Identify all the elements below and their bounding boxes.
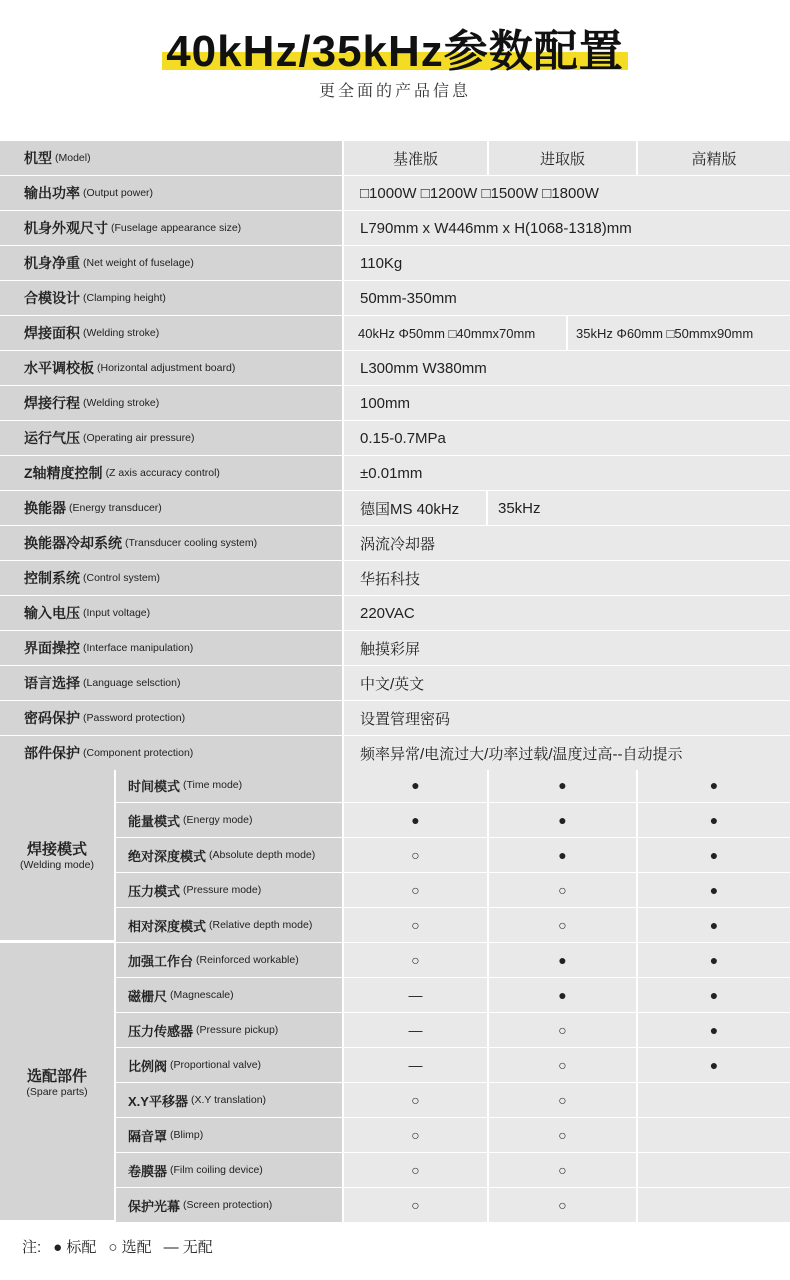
spare-part-row: 压力传感器 (Pressure pickup) — ○ ●: [0, 1013, 790, 1047]
legend-prefix: 注:: [22, 1239, 42, 1256]
page-header: [0, 0, 790, 138]
spare-part-row: 磁栅尺 (Magnescale) — ● ●: [0, 978, 790, 1012]
spec-row: Z轴精度控制 (Z axis accuracy control) ±0.01mm: [0, 456, 790, 490]
spec-row: 语言选择 (Language selsction) 中文/英文: [0, 666, 790, 700]
spec-row: 焊接面积 (Welding stroke) 40kHz Φ50mm □40mmx70mm 35kHz Φ60mm □50mmx90mm: [0, 316, 790, 350]
spare-part-row: 加强工作台 (Reinforced workable) ○ ● ●: [0, 943, 790, 977]
spec-row: 换能器冷却系统 (Transducer cooling system) 涡流冷却器: [0, 526, 790, 560]
version-precision: 高精版: [638, 141, 790, 175]
legend: [22, 1236, 219, 1257]
welding-mode-row: 绝对深度模式 (Absolute depth mode) ○ ● ●: [0, 838, 790, 872]
welding-mode-row: 时间模式 (Time mode) ● ● ●: [0, 768, 790, 802]
spec-row: 控制系统 (Control system) 华拓科技: [0, 561, 790, 595]
welding-mode-row: 能量模式 (Energy mode) ● ● ●: [0, 803, 790, 837]
page-title: 40kHz/35kHz参数配置: [162, 26, 628, 78]
spec-row: 运行气压 (Operating air pressure) 0.15-0.7MPa: [0, 421, 790, 455]
legend-standard: ● 标配: [53, 1239, 97, 1256]
page-subtitle: 更全面的产品信息: [318, 83, 471, 100]
spec-row: 输出功率 (Output power) □1000W □1200W □1500W □1800W: [0, 176, 790, 210]
welding-mode-row: 相对深度模式 (Relative depth mode) ○ ○ ●: [0, 908, 790, 942]
legend-none: — 无配: [163, 1239, 213, 1256]
spec-row: 换能器 (Energy transducer) 德国MS 40kHz 35kHz: [0, 491, 790, 525]
model-label: 机型 (Model): [0, 141, 342, 175]
spare-parts-group: 选配部件 (Spare parts): [0, 943, 114, 1220]
spec-row: 合模设计 (Clamping height) 50mm-350mm: [0, 281, 790, 315]
welding-mode-row: 压力模式 (Pressure mode) ○ ○ ●: [0, 873, 790, 907]
spare-part-row: 卷膜器 (Film coiling device) ○ ○: [0, 1153, 790, 1187]
spare-part-row: 隔音罩 (Blimp) ○ ○: [0, 1118, 790, 1152]
spec-row: 密码保护 (Password protection) 设置管理密码: [0, 701, 790, 735]
spec-row: 界面操控 (Interface manipulation) 触摸彩屏: [0, 631, 790, 665]
welding-mode-group: 焊接模式 (Welding mode): [0, 768, 114, 940]
model-row: [0, 141, 790, 175]
spec-row: 输入电压 (Input voltage) 220VAC: [0, 596, 790, 630]
version-advanced: 进取版: [489, 141, 636, 175]
spare-part-row: 保护光幕 (Screen protection) ○ ○: [0, 1188, 790, 1222]
spec-row: 焊接行程 (Welding stroke) 100mm: [0, 386, 790, 420]
spec-row: 机身净重 (Net weight of fuselage) 110Kg: [0, 246, 790, 280]
spec-row: 水平调校板 (Horizontal adjustment board) L300mm W380mm: [0, 351, 790, 385]
spec-row: 部件保护 (Component protection) 频率异常/电流过大/功率过载/温度过高--自动提示: [0, 736, 790, 770]
spare-part-row: X.Y平移器 (X.Y translation) ○ ○: [0, 1083, 790, 1117]
spec-row: 机身外观尺寸 (Fuselage appearance size) L790mm x W446mm x H(1068-1318)mm: [0, 211, 790, 245]
legend-optional: ○ 选配: [108, 1239, 152, 1256]
spare-part-row: 比例阀 (Proportional valve) — ○ ●: [0, 1048, 790, 1082]
version-basic: 基准版: [344, 141, 487, 175]
